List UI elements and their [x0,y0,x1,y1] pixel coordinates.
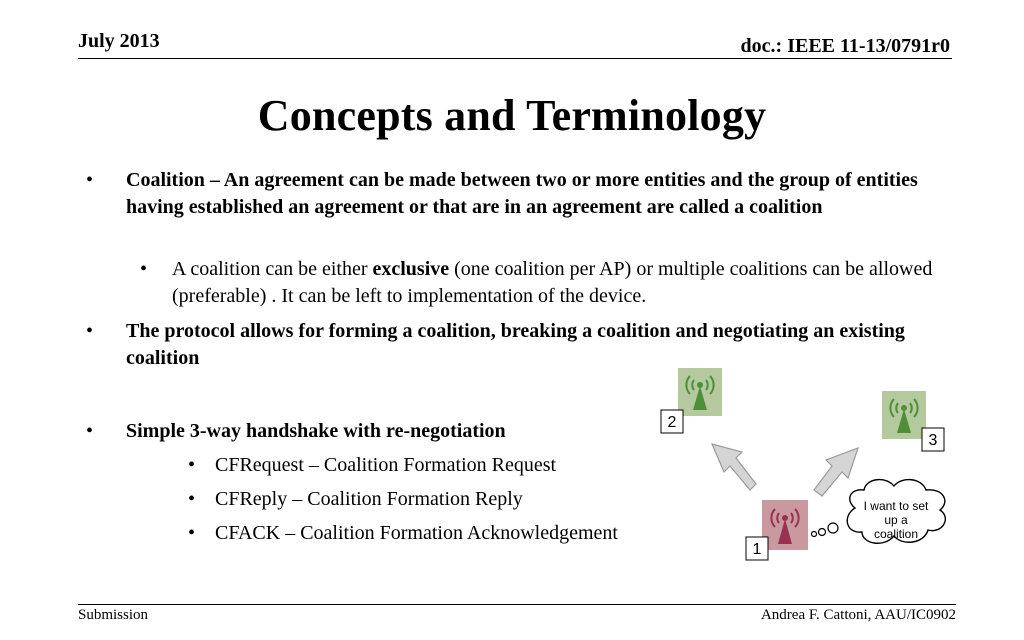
access-point-icon [678,368,722,416]
bullet-text-suffix: (one coalition per AP) or multiple coalitions can be allowed (preferable) . It can be left to implementation of the device. [172,258,933,307]
access-point-icon [762,500,808,550]
bullet-coalition-sub [140,256,946,310]
label-1: 1 [752,541,762,558]
bullet-marker: • [188,522,196,544]
bullet-text: CFReply – Coalition Formation Reply [215,488,523,510]
arrow-icon [712,444,756,490]
footer-submission: Submission [78,607,149,623]
bullet-cfrequest [188,452,668,479]
bullet-text: Simple 3-way handshake with re-negotiation [126,420,506,442]
bubble-line-1: I want to set [863,499,929,513]
bubble-line-3: coalition [873,527,919,541]
bullet-text: The protocol allows for forming a coalition, breaking a coalition and negotiating an existing coalition [126,320,905,369]
label-2: 2 [667,414,677,431]
bullet-text: CFRequest – Coalition Formation Request [215,454,557,476]
bullet-marker: • [86,420,94,442]
label-box-3 [922,428,944,451]
header-doc-id: doc.: IEEE 11-13/0791r0 [740,35,950,57]
header-divider [78,58,952,59]
bullet-handshake [86,418,646,445]
header-date: July 2013 [78,30,160,52]
coalition-diagram [650,360,1000,570]
label-box-1 [746,537,768,560]
bullet-cfreply [188,486,668,513]
bullet-text-emphasis: exclusive [372,258,450,280]
bullet-cfack [188,520,688,547]
bullet-marker: • [86,320,94,342]
bullet-text: CFACK – Coalition Formation Acknowledgement [215,522,618,544]
bullet-text-prefix: A coalition can be either [172,258,373,280]
access-point-icon [882,391,926,439]
bullet-marker: • [188,488,196,510]
footer-divider [78,604,956,605]
bullet-marker: • [86,169,94,191]
bullet-text: Coalition – An agreement can be made between two or more entities and the group of entities having established an agreement or that are in an agreement are called a coalition [126,169,918,218]
bullet-marker: • [140,258,148,280]
label-box-2 [661,410,683,433]
bullet-text [172,256,946,310]
label-3: 3 [928,432,938,449]
bullet-marker: • [188,454,196,476]
arrow-icon [814,448,858,496]
footer-author: Andrea F. Cattoni, AAU/IC0902 [760,607,956,623]
slide-title: Concepts and Terminology [257,91,767,140]
bubble-line-2: up a [884,513,908,527]
bullet-coalition [86,167,946,221]
